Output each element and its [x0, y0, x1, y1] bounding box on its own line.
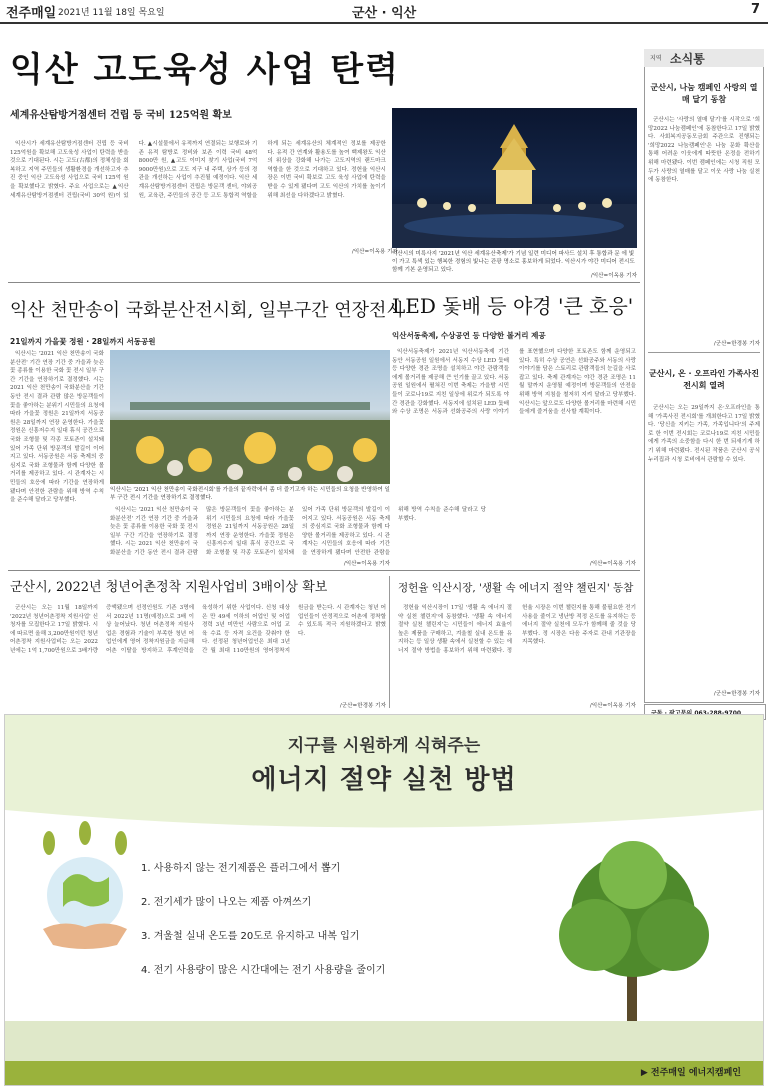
- article3-body: [392, 348, 636, 558]
- article5-body: [398, 604, 636, 704]
- article2-photo: [110, 350, 390, 484]
- tree-icon: [559, 841, 709, 1025]
- article2-byline: /익산=이옥용 기자: [343, 561, 390, 567]
- sidebar-item-body: [648, 404, 760, 694]
- article5-headline: 정헌율 익산시장, '생활 속 에너지 절약 챌린지' 동참: [398, 582, 634, 594]
- article1-body-text: 익산시가 세계유산탐방거점센터 건립 등 국비 125억원을 확보해 고도육성 사업이 탄력을 받을 것으로 기대된다. 시는 고도(古都)의 정체성을 회복하고 지역 주민들의 생활환경을 개선하고자 추진 중인 익산 고도육성 사업으로 국비 125억 원을 확보했다고 밝혔다. 주요 사업으로는 ▲익산 세계유산탐방거점센터 건립(국비 30억 원)이 있다. ▲시설물에서 유적까지 연결되는 보행로와 기존 유적 탐방로 정비와 보존 이력 국비 48억 8000만 원, ▲고도 이미지 찾기 사업(국비 7억 9000만원)으로 고도 지구 내 주택, 상가 등의 경관을 개선하는 사업이 추진될 예정이다. 익산 세계유산탐방거점센터 건립은 방문객 센터, 야외공원, 교육관, 주민들의 공간 등 고도 통합적 역할을 하게 되는 세계유산의 체계적인 정보를 제공한다. 유적 간 연계와 활용도를 높여 백제왕도 익산의 위상을 강화해 나가는 고도지역의 랜드마크 역할을 한 것으로 기대하고 있다. 정헌율 익산시장은 이번 국비 확보로 고도 육성 사업에 탄력을 받을 수 있게 됐다며 고도 익산의 가치를 높이기 위해 최선을 다하겠다고 밝혔다.: [10, 141, 386, 199]
- article1-byline: /익산=이옥용 기자: [351, 249, 398, 255]
- divider: [389, 576, 390, 708]
- newspaper-logo: 전주매일: [6, 6, 57, 21]
- article1-photo: [392, 108, 637, 248]
- page-number: 7: [750, 2, 760, 17]
- article3-subhead: 익산서동축제, 수상공연 등 다양한 볼거리 제공: [392, 331, 546, 340]
- article2-photo-caption: 익산시는 '2021 익산 천만송이 국화전시회'를 가을의 끝자락에서 좀 더 즐기고자 하는 시민들의 요청을 반영하여 일부 구간 전시 기간을 연장하기로 결정했다.: [110, 487, 390, 501]
- article3-headline: LED 돛배 등 야경 '큰 호응': [392, 294, 634, 318]
- article4-body: [10, 604, 386, 704]
- article3-body-text: 익산서동축제가 2021년 익산서동축제 기간 동안 서동공원 일원에서 서동지 수상 LED 돛배 등 다양한 경관 조명을 설치하고 야간 관람객들에게 볼거리를 제공해 큰 인기를 끌고 있다. 서동공원 일원에서 펼쳐진 이번 축제는 가을밤 시민들이 코로나19로 지친 일상에 위로가 되도록 야간 경관을 강화했다. 서동지에 설치된 LED 돛배와 수상 조명은 서동과 선화공주의 사랑 이야기를 표현했으며 다양한 포토존도 함께 운영되고 있다. 특히 수상 공연은 선화공주와 서동의 사랑 이야기를 담은 스토리로 관람객들의 눈길을 사로잡고 있다. 축제 관계자는 야간 경관 조명은 11월 말까지 운영될 예정이며 방문객들의 안전을 위해 방역 지침을 철저히 지켜 달라고 당부했다. 익산시는 앞으로도 다양한 볼거리를 마련해 시민들에게 즐거움을 선사할 계획이다.: [392, 349, 636, 416]
- issue-date: 2021년 11월 18일 목요일: [58, 8, 165, 18]
- hands-globe-icon: [43, 821, 127, 949]
- divider: [8, 282, 640, 283]
- article2-body-col1: [10, 350, 104, 558]
- article1-subhead: 세계유산탐방거점센터 건립 등 국비 125억원 확보: [10, 110, 232, 121]
- pagoda-night-image: [392, 108, 637, 248]
- sidebar-label-small: 지역: [650, 55, 662, 62]
- ad-tip-item: 3. 겨울철 실내 온도를 20도로 유지하고 내복 입기: [141, 931, 360, 942]
- article2-body-text-cont: 익산시는 '2021 익산 천만송이 국화분산전' 기간 연장 기간 중 가을과 늦은 꽃 종류를 이용한 국화 꽃 전시 일부 구간 기간을 연장하기로 결정했다. 시는 2021 익산 천만송이 국화분산을 기간 동안 전시 결과 관람 많은 방문객들이 꽃을 좋아하는 분위기 시민들의 요청에 따라 가을꽃 정원은 21일까지 서동공원은 28일까지 연장 운영한다. 가을꽃 정원은 신흥저수지 일대 휴식 공간으로 국화 조형물 및 각종 포토존이 설치돼 있어 가족 단위 방문객의 발길이 이어지고 있다. 서동공원은 서동 축제의 중심지로 국화 조형물과 함께 다양한 볼거리를 제공하고 있다. 시 관계자는 시민들의 호응에 따라 기간을 연장하게 됐다며 안전한 관람을 위해 방역 수칙을 준수해 달라고 당부했다.: [110, 507, 486, 556]
- ad-tip-item: 4. 전기 사용량이 많은 시간대에는 전기 사용량을 줄이기: [141, 965, 386, 976]
- ad-footer-text: ▶ 전주매일 에너지캠페인: [640, 1068, 741, 1078]
- article5-body-text: 정헌율 익산시장이 17일 '생활 속 에너지 절약 실천 챌린지'에 동참했다. '생활 속 에너지 절약 실천 챌린지'는 시민들이 에너지 효율이 높은 제품을 구매하고, 겨울철 실내 온도를 유지하는 등 일상 생활 속에서 실천할 수 있는 에너지 절약 방법을 홍보하기 위해 마련됐다. 정헌율 시장은 이번 챌린지를 통해 불필요한 전기 사용을 줄이고 냉난방 적정 온도를 유지하는 등 에너지 절약 실천에 모두가 함께해 줄 것을 당부했다. 정 시장은 다음 주자로 관내 기관장을 지목했다.: [398, 605, 636, 654]
- divider: [8, 570, 640, 571]
- article1-headline: 익산 고도육성 사업 탄력: [10, 50, 400, 90]
- article5-byline: /익산=이옥용 기자: [589, 703, 636, 709]
- sidebar-item-byline: /군산=한경봉 기자: [713, 691, 760, 697]
- article1-photo-byline: /익산=이옥용 기자: [590, 273, 637, 279]
- sidebar-item-title: 군산시, 온 · 오프라인 가족사진 전시회 열려: [649, 369, 759, 390]
- energy-campaign-ad: [4, 714, 764, 1086]
- page-header: [0, 0, 768, 24]
- sidebar-header: [644, 49, 764, 67]
- sidebar-item-byline: /군산=한경봉 기자: [713, 341, 760, 347]
- sidebar-item-body: [648, 116, 760, 334]
- sidebar-label-big: 소식통: [670, 52, 705, 66]
- article1-photo-caption: 익산시의 미륵사지 '2021년 익산 세계유산축제'가 기념 일련 미디어 파사드 설치 후 통합과 문 에 빛이 가고 특색 있는 행복한 경험의 빛나는 관광 명소로 홍보하게 되었다. 익산시가 야간 미디어 전시도 함께 기본 운영되고 있다.: [392, 251, 635, 273]
- article1-body: [10, 140, 386, 246]
- article2-body-cont: [110, 506, 486, 558]
- ad-footer-bar: [5, 1061, 763, 1085]
- article2-body-text: 익산시는 '2021 익산 천만송이 국화분산전' 기간 연장 기간 중 가을과 늦은 꽃 종류를 이용한 국화 꽃 전시 일부 구간 기간을 연장하기로 결정했다. 시는 2021 익산 천만송이 국화분산을 기간 동안 전시 결과 관람 많은 방문객들이 꽃을 좋아하는 분위기 시민들의 요청에 따라 가을꽃 정원은 21일까지 서동공원은 28일까지 연장 운영한다. 가을꽃 정원은 신흥저수지 일대 휴식 공간으로 국화 조형물 및 각종 포토존이 설치돼 있어 가족 단위 방문객의 발길이 이어지고 있다. 서동공원은 서동 축제의 중심지로 국화 조형물과 함께 다양한 볼거리를 제공하고 있다. 시 관계자는 시민들의 호응에 따라 기간을 연장하게 됐다며 안전한 관람을 위해 방역 수칙을 준수해 달라고 당부했다.: [10, 351, 104, 504]
- divider: [648, 352, 760, 353]
- article4-headline: 군산시, 2022년 청년어촌정착 지원사업비 3배이상 확보: [10, 580, 328, 595]
- article2-subhead: 21일까지 가을꽃 정원 · 28일까지 서동공원: [10, 337, 156, 346]
- ad-title-line1: 지구를 시원하게 식혀주는: [287, 736, 481, 756]
- ad-tip-item: 2. 전기세가 많이 나오는 제품 아껴쓰기: [141, 897, 312, 908]
- section-title: 군산 · 익산: [352, 6, 417, 21]
- ad-tip-item: 1. 사용하지 않는 전기제품은 플러그에서 뽑기: [141, 863, 341, 874]
- article2-headline: 익산 천만송이 국화분산전시회, 일부구간 연장전시: [10, 300, 404, 321]
- article3-byline: /익산=이옥용 기자: [589, 561, 636, 567]
- sidebar-item-text: 군산시는 '사랑의 열매 달기'를 시작으로 '희망2022 나눔캠페인'에 동참한다고 17일 밝혔다. 사회복지공동모금회 주관으로 진행되는 '희망2022 나눔캠페인'은 나눔 문화 확산을 통해 어려운 이웃에게 따뜻한 온정을 전하기 위해 마련됐다. 이번 캠페인에는 시청 직원 모두가 사랑의 열매를 달고 이웃 사랑 나눔 실천에 동참한다.: [648, 117, 760, 184]
- article4-byline: /군산=한경봉 기자: [339, 703, 386, 709]
- chrysanthemum-field-image: [110, 350, 390, 484]
- sidebar-item-title: 군산시, 나눔 캠페인 사랑의 열매 달기 동참: [650, 83, 758, 104]
- article4-body-text: 군산시는 오는 11월 18일까지 '2022년 청년어촌정착 지원사업' 신청자를 모집한다고 17일 밝혔다. 시에 따르면 올해 3,200만원이던 청년 어촌정착 지원사업비는 오는 2022년에는 1억 1,700만원으로 3배가량 증액됐으며 선정인원도 기존 3명에서 2022년 11명(예정)으로 3배 이상 늘어났다. 청년 어촌정착 지원사업은 경험과 기술이 부족한 청년 어업인에게 영어 정착지원금을 지급해 어촌 이탈을 방지하고 후계인력을 육성하기 위한 사업이다. 신청 대상은 만 49세 이하의 어업인 및 어업 경력 3년 미만인 사람으로 어업 교육 수료 등 자격 요건을 갖춰야 한다. 선정된 청년어업인은 최대 3년간 월 최대 110만원의 영어정착지원금을 받는다. 시 관계자는 청년 어업인들이 안정적으로 어촌에 정착할 수 있도록 적극 지원하겠다고 밝혔다.: [10, 605, 386, 654]
- ad-title-line2: 에너지 절약 실천 방법: [251, 765, 517, 795]
- sidebar-item-text: 군산시는 오는 29일까지 온·오프라인을 통해 '가족사진 전시회'를 개최한다고 17일 밝혔다. '당신을 지키는 가족, 가족입니다'의 주제로 한 이번 전시회는 코로나19로 지친 시민들에게 가족의 소중함을 다시 한 번 되새기게 하기 위해 마련됐다. 전시된 작품은 군산시 공식 누리집과 시청 로비에서 관람할 수 있다.: [648, 405, 760, 463]
